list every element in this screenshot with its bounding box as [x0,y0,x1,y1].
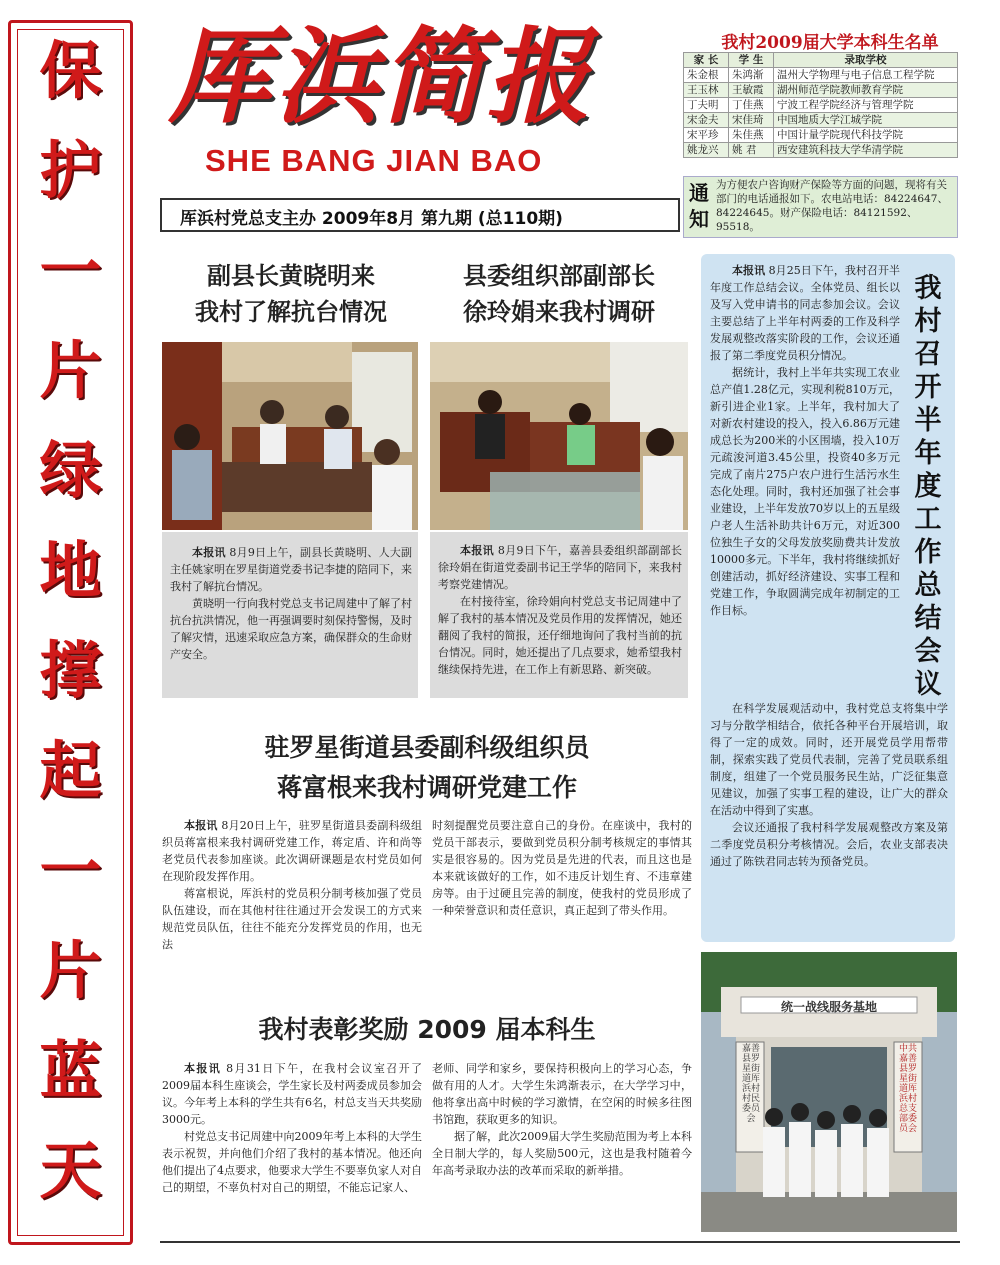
slogan-char: 绿 [39,434,102,507]
column-header: 学 生 [729,53,774,68]
table-cell: 王敏霞 [729,83,774,98]
paragraph: 8月9日上午，副县长黄晓明、人大副主任姚家明在罗星街道党委书记李捷的陪同下，来我村了解抗台情况。 [170,546,413,593]
headline-line: 蒋富根来我村调研党建工作 [276,773,577,802]
graduates-table [683,52,958,158]
slogan-char: 一 [39,834,102,907]
paragraph: 8月20日上午，驻罗星街道县委副科级组织员蒋富根来我村调研党建工作，蒋定盾、许和尚等老党员代表参加座谈。此次调研课题是农村党员如何在现阶段发挥作用。 [162,819,423,883]
table-row [684,143,958,158]
students-photo [701,952,957,1232]
table-cell: 姚龙兴 [684,143,729,158]
notice-label: 通知 [689,181,709,231]
table-cell: 朱佳燕 [729,128,774,143]
notice-text: 为方便农户咨询财产保险等方面的问题，现将有关部门的电话通报如下。农电站电话：84224647、84224645。财产保险电话：84121592、95518。 [716,179,948,233]
headline-line: 驻罗星街道县委副科级组织员 [264,733,590,762]
article3-column-1 [162,817,422,953]
table-cell: 王玉林 [684,83,729,98]
masthead-pinyin: SHE BANG JIAN BAO [205,143,543,178]
table-row [684,113,958,128]
table-cell: 温州大学物理与电子信息工程学院 [774,68,958,83]
slogan-char: 撑 [39,634,102,707]
slogan-char: 一 [39,234,102,307]
issue-info: 厍浜村党总支主办 2009年8月 第九期 (总110期) [180,209,563,229]
table-row [684,98,958,113]
slogan-char: 地 [39,534,102,607]
article2-photo [430,342,688,530]
table-cell: 朱金根 [684,68,729,83]
column-header: 录取学校 [774,53,958,68]
article-lead: 本报讯 [184,819,218,832]
article5-headline: 我村召开半年度工作总结会议 [914,273,942,700]
table-row [684,128,958,143]
slogan-char: 片 [39,934,102,1007]
article5-body-top [710,262,900,619]
article1-headline [162,258,420,330]
table-cell: 姚 君 [729,143,774,158]
table-row [684,68,958,83]
slogan-char: 天 [39,1134,102,1207]
paragraph: 据了解，此次2009届大学生奖励范围为考上本科全日制大学的，每人奖励500元，这也是我村随着今年高考录取办法的改革而采取的新举措。 [432,1130,692,1177]
table-cell: 湖州师范学院教师教育学院 [774,83,958,98]
paragraph: 老师、同学和家乡，要保持积极向上的学习心态，争做有用的人才。大学生朱鸿渐表示，在大学学习中，他将拿出高中时候的学习激情，在空闲的时候多往图书馆跑，获取更多的知识。 [432,1062,692,1126]
headline-line: 徐玲娟来我村调研 [463,298,655,326]
building-plaque-left: 嘉善县罗星街道厍浜村村民委员会 [741,1044,760,1124]
slogan-char: 蓝 [39,1034,102,1107]
table-row [684,83,958,98]
article3-column-2 [432,817,692,919]
article-lead: 本报讯 [732,264,766,277]
table-header-row [684,53,958,68]
article-lead: 本报讯 [460,544,494,557]
headline-line: 我村了解抗台情况 [195,298,387,326]
paragraph: 8月9日下午，嘉善县委组织部副部长徐玲娟在街道党委副书记王学华的陪同下，来我村考察党建情况。 [438,544,683,591]
article5-body-bottom [710,700,948,870]
paragraph: 时刻提醒党员要注意自己的身份。在座谈中，我村的党员干部表示，要做到党员积分制考核规定的事情其实是很容易的。因为党员是先进的代表，而且这也是本来就该做好的工作，如不违反计划生育、不违章建房等。由于过硬且完善的制度，使我村的党员形成了一种荣誉意识和责任意识，真正起到了带头作用。 [432,819,692,917]
graduates-title: 我村2009届大学本科生名单 [721,33,939,53]
paragraph: 村党总支书记周建中向2009年考上本科的大学生表示祝贺，并向他们介绍了我村的基本情况。他还向他们提出了4点要求，他要求大学生不要辜负家人对自己的期望，不辜负村对自己的期望，不能忘记家人、 [162,1130,422,1194]
table-cell: 宋佳琦 [729,113,774,128]
table-cell: 中国地质大学江城学院 [774,113,958,128]
article4-headline: 我村表彰奖励 2009 届本科生 [258,1015,596,1044]
paragraph: 8月25日下午，我村召开半年度工作总结会议。全体党员、组长以及写入党申请书的同志参加会议。会议主要总结了上半年村两委的工作及科学发展观整改落实阶段的工作，会议还通报了第二季度党员积分情况。 [710,264,901,362]
article-lead: 本报讯 [184,1062,222,1075]
paragraph: 蒋富根说，厍浜村的党员积分制考核加强了党员队伍建设，而在其他村往往通过开会发误工的方式来规范党员队伍，往往不能充分发挥党员的作用，也无法 [162,887,422,951]
article2-headline [430,258,688,330]
paragraph: 在科学发展观活动中，我村党总支将集中学习与分散学相结合，依托各种平台开展培训，取得了一定的成效。同时，还开展党员学用帮带制，探索实践了党员代表制，完善了党员联系组制度，组建了一个党员服务民生站，广泛征集意见建议，加强了实事工程的建设，让广大的群众在活动中得到了实惠。 [710,702,948,817]
building-plaque-right: 中共嘉善县罗星街道厍浜村总支部委员会 [898,1044,917,1134]
table-cell: 宋金夫 [684,113,729,128]
article3-headline [162,728,692,808]
table-cell: 丁佳燕 [729,98,774,113]
article2-body [438,542,682,678]
building-sign: 统一战线服务基地 [780,1000,877,1014]
table-cell: 宁波工程学院经济与管理学院 [774,98,958,113]
masthead-title: 厍浜简报 [168,15,593,138]
article4-column-2 [432,1060,692,1179]
paragraph: 会议还通报了我村科学发展观整改方案及第二季度党员积分考核情况。会后，农业支部表决通过了陈铁君同志转为预备党员。 [710,821,948,868]
table-cell: 丁夫明 [684,98,729,113]
headline-line: 副县长黄晓明来 [207,262,375,290]
table-cell: 宋平珍 [684,128,729,143]
column-header: 家 长 [684,53,729,68]
meeting-room-photo [430,342,688,530]
paragraph: 黄晓明一行向我村党总支书记周建中了解了村抗台抗洪情况，他一再强调要时刻保持警惕，及时了解灾情，迅速采取应急方案，确保群众的生命财产安全。 [170,597,412,661]
slogan-char: 起 [39,734,102,807]
slogan-char: 片 [39,334,102,407]
table-cell: 中国计量学院现代科技学院 [774,128,958,143]
paragraph: 在村接待室，徐玲娟向村党总支书记周建中了解了我村的基本情况及党员作用的发挥情况，她还翻阅了我村的简报，还仔细地询问了我村当前的抗台情况。同时，她还提出了几点要求，她希望我村继续保持先进，在工作上有新思路、新突破。 [438,595,682,676]
table-cell: 朱鸿渐 [729,68,774,83]
slogan-char: 保 [39,34,102,107]
table-cell: 西安建筑科技大学华清学院 [774,143,958,158]
paragraph: 据统计，我村上半年共实现工农业总产值1.28亿元，实现利税810万元，新引进企业1家。上半年，我村加大了对新农村建设的投入，投入6.86万元建成总长为200米的小区围墙，投入10万元疏浚河道3.45公里，投资40多万元完成了南片275户农户进行生活污水生态化处理。同时，我村还加强了社会事业建设，上半年发放70岁以上的五星级户老人生活补助共计6万元，对近300位独生子女的父母发放奖励费共计发放10000多元。下半年，我村将继续抓好创建活动，抓好经济建设、实事工程和党建工作，争取圆满完成年初制定的工作目标。 [710,366,900,617]
bottom-rule [160,1241,960,1243]
article4-column-1 [162,1060,422,1196]
article-lead: 本报讯 [192,546,226,559]
paragraph: 8月31日下午，在我村会议室召开了2009届本科生座谈会，学生家长及村两委成员参加会议。今年考上本科的学生共有6名，村总支当天共奖励3000元。 [162,1062,423,1126]
meeting-room-photo [162,342,418,530]
headline-line: 县委组织部副部长 [463,262,655,290]
slogan-char: 护 [39,134,102,207]
article1-photo [162,342,418,530]
article1-body [170,544,412,663]
